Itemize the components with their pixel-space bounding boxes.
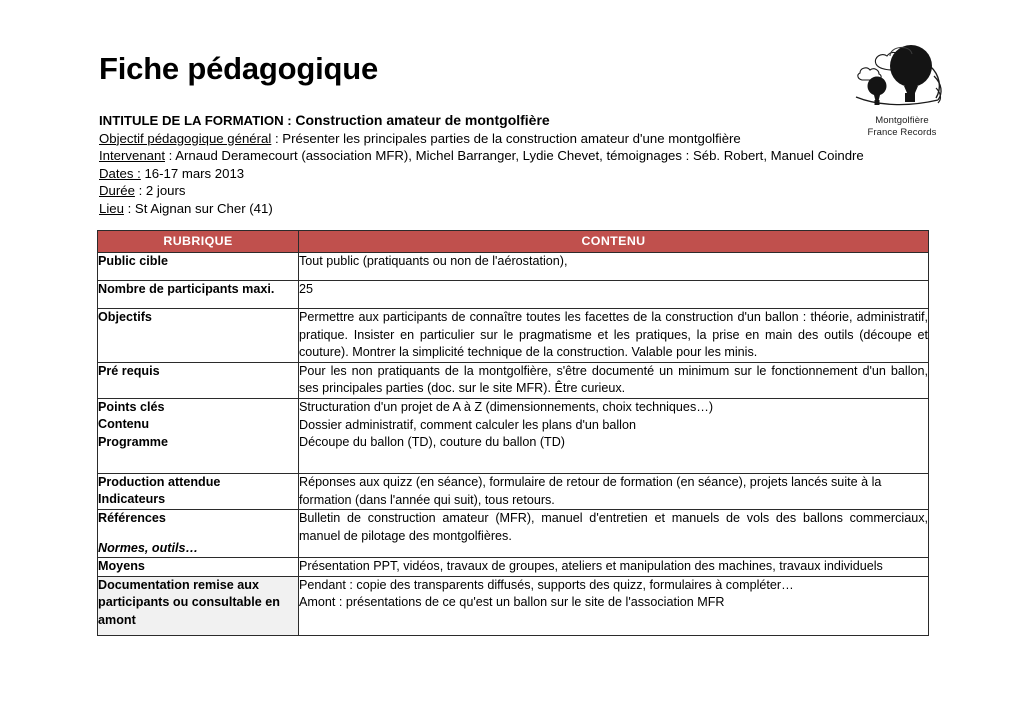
row-key-objectifs: Objectifs	[98, 309, 299, 363]
logo-caption	[843, 115, 961, 138]
meta-label-duree: Durée	[99, 183, 135, 199]
meta-label-objectif: Objectif pédagogique général	[99, 130, 272, 146]
row-value-objectifs: Permettre aux participants de connaître toutes les facettes de la construction d'un ballon : théorie, administratif, pratique. Insister en particulier sur le pragmatisme et les pratiques, la prise en main des outils (découpe et couture). Montrer la simplicité technique de la construction. Valable pour les minis.	[299, 309, 929, 363]
row-value-moyens: Présentation PPT, vidéos, travaux de groupes, ateliers et manipulation des machines, travaux individuels	[299, 558, 929, 577]
meta-value-dates: 16-17 mars 2013	[140, 165, 245, 181]
column-header-rubrique: RUBRIQUE	[98, 231, 299, 253]
meta-value-objectif: : Présenter les principales parties de la construction amateur d'une montgolfière	[271, 130, 741, 146]
row-value-points-cles-line3: Découpe du ballon (TD), couture du ballon (TD)	[299, 435, 565, 450]
row-value-public-cible: Tout public (pratiquants ou non de l'aérostation),	[299, 253, 929, 281]
row-key-points-cles-line1: Points clés	[98, 399, 165, 414]
meta-line-objectif	[99, 130, 839, 148]
logo-caption-line2: France Records	[867, 126, 937, 138]
row-key-documentation	[98, 576, 299, 635]
table-row	[98, 558, 929, 577]
table-row	[98, 473, 929, 509]
row-key-references-sub: Normes, outils…	[98, 540, 199, 555]
meta-line-duree	[99, 182, 839, 200]
table-row	[98, 253, 929, 281]
meta-line-lieu	[99, 200, 839, 218]
page-title: Fiche pédagogique	[99, 51, 379, 86]
meta-value-lieu: : St Aignan sur Cher (41)	[123, 200, 273, 216]
row-key-references-main: Références	[98, 511, 166, 526]
meta-label-intervenant: Intervenant	[99, 148, 165, 164]
meta-label-dates: Dates :	[99, 165, 141, 181]
row-key-references	[98, 510, 299, 558]
table-row	[98, 281, 929, 309]
hot-air-balloon-icon	[846, 42, 958, 114]
row-key-documentation-line3: amont	[98, 612, 136, 627]
meta-line-intervenant	[99, 147, 864, 165]
row-key-production-attendue-line1: Production attendue	[98, 474, 221, 489]
logo-block	[843, 42, 961, 138]
meta-line-dates	[99, 165, 839, 183]
fiche-table-wrap	[97, 230, 928, 636]
row-key-points-cles-line2: Contenu	[98, 417, 150, 432]
table-row	[98, 362, 929, 398]
table-row	[98, 398, 929, 473]
table-row	[98, 576, 929, 635]
row-value-nombre-participants: 25	[299, 281, 929, 309]
meta-line-formation	[99, 112, 839, 130]
column-header-contenu: CONTENU	[299, 231, 929, 253]
row-key-nombre-participants: Nombre de participants maxi.	[98, 281, 299, 309]
row-value-points-cles-line2: Dossier administratif, comment calculer les plans d'un ballon	[299, 417, 636, 432]
meta-label-formation: INTITULE DE LA FORMATION :	[99, 113, 292, 128]
table-row	[98, 309, 929, 363]
table-row	[98, 510, 929, 558]
row-value-documentation-line2: Amont : présentations de ce qu'est un ballon sur le site de l'association MFR	[299, 595, 725, 610]
row-key-points-cles	[98, 398, 299, 473]
meta-block	[99, 112, 864, 218]
row-value-points-cles	[299, 398, 929, 473]
row-key-production-attendue	[98, 473, 299, 509]
row-key-documentation-line1: Documentation remise aux	[98, 577, 259, 592]
row-key-pre-requis: Pré requis	[98, 362, 299, 398]
logo-caption-line1: Montgolfière	[875, 115, 929, 126]
fiche-table	[97, 230, 929, 636]
row-key-production-attendue-line2: Indicateurs	[98, 492, 166, 507]
row-value-references: Bulletin de construction amateur (MFR), manuel d'entretien et manuels de vols des ballons commerciaux, manuel de pilotage des montgolfières.	[299, 510, 929, 558]
row-value-documentation-line1: Pendant : copie des transparents diffusés, supports des quizz, formulaires à compléter…	[299, 577, 794, 592]
row-value-points-cles-line1: Structuration d'un projet de A à Z (dimensionnements, choix techniques…)	[299, 399, 714, 414]
row-key-points-cles-line3: Programme	[98, 434, 168, 449]
meta-value-intervenant: : Arnaud Deramecourt (association MFR), Michel Barranger, Lydie Chevet, témoignages : Séb. Robert, Manuel Coindre	[164, 148, 864, 164]
row-value-documentation	[299, 576, 929, 635]
meta-value-duree: : 2 jours	[134, 183, 186, 199]
row-value-pre-requis: Pour les non pratiquants de la montgolfière, s'être documenté un minimum sur le fonctionnement d'un ballon, ses principales parties (doc. sur le site MFR). Être curieux.	[299, 362, 929, 398]
row-key-public-cible: Public cible	[98, 253, 299, 281]
table-header-row	[98, 231, 929, 253]
meta-value-formation: Construction amateur de montgolfière	[295, 112, 550, 128]
meta-label-lieu: Lieu	[99, 200, 124, 216]
row-key-moyens: Moyens	[98, 558, 299, 577]
row-value-production-attendue: Réponses aux quizz (en séance), formulaire de retour de formation (en séance), projets lancés suite à la formation (dans l'année qui suit), tous retours.	[299, 473, 929, 509]
row-key-documentation-line2: participants ou consultable en	[98, 595, 280, 610]
